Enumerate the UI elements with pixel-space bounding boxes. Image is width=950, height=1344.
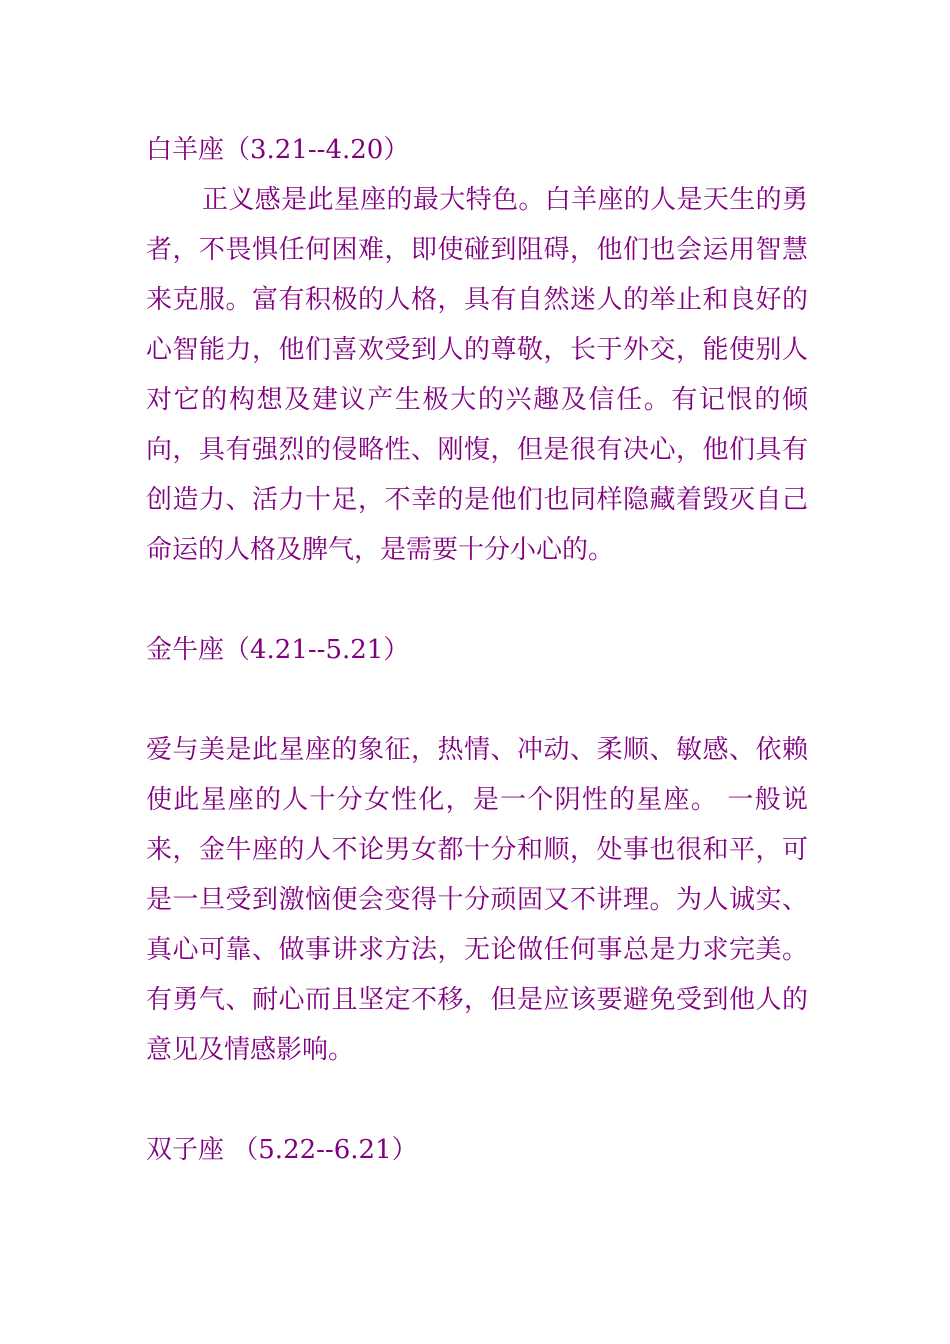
paragraph-spacer [146, 675, 808, 725]
section-heading-gemini: 双子座 （5.22--6.21） [146, 1135, 418, 1165]
section-body-taurus: 爱与美是此星座的象征，热情、冲动、柔顺、敏感、依赖使此星座的人十分女性化，是一个阴性的星座。 一般说来，金牛座的人不论男女都十分和顺，处事也很和平，可是一旦受到激恼便会变得十分顽固又不讲理。为人诚实、真心可靠、做事讲求方法，无论做任何事总是力求完美。有勇气、耐心而且坚定不移，但是应该要避免受到他人的意见及情感影响。 [146, 735, 808, 1065]
paragraph-spacer [146, 575, 808, 625]
section-body-aries: 正义感是此星座的最大特色。白羊座的人是天生的勇者，不畏惧任何困难，即使碰到阻碍，他们也会运用智慧来克服。富有积极的人格，具有自然迷人的举止和良好的心智能力，他们喜欢受到人的尊敬，长于外交，能使别人对它的构想及建议产生极大的兴趣及信任。有记恨的倾向，具有强烈的侵略性、刚愎，但是很有决心，他们具有创造力、活力十足，不幸的是他们也同样隐藏着毁灭自己命运的人格及脾气，是需要十分小心的。 [146, 185, 808, 565]
section-heading-taurus: 金牛座（4.21--5.21） [146, 635, 410, 665]
document-page [146, 125, 808, 1175]
section-heading-aries: 白羊座（3.21--4.20） [146, 135, 410, 165]
paragraph-spacer [146, 1075, 808, 1125]
